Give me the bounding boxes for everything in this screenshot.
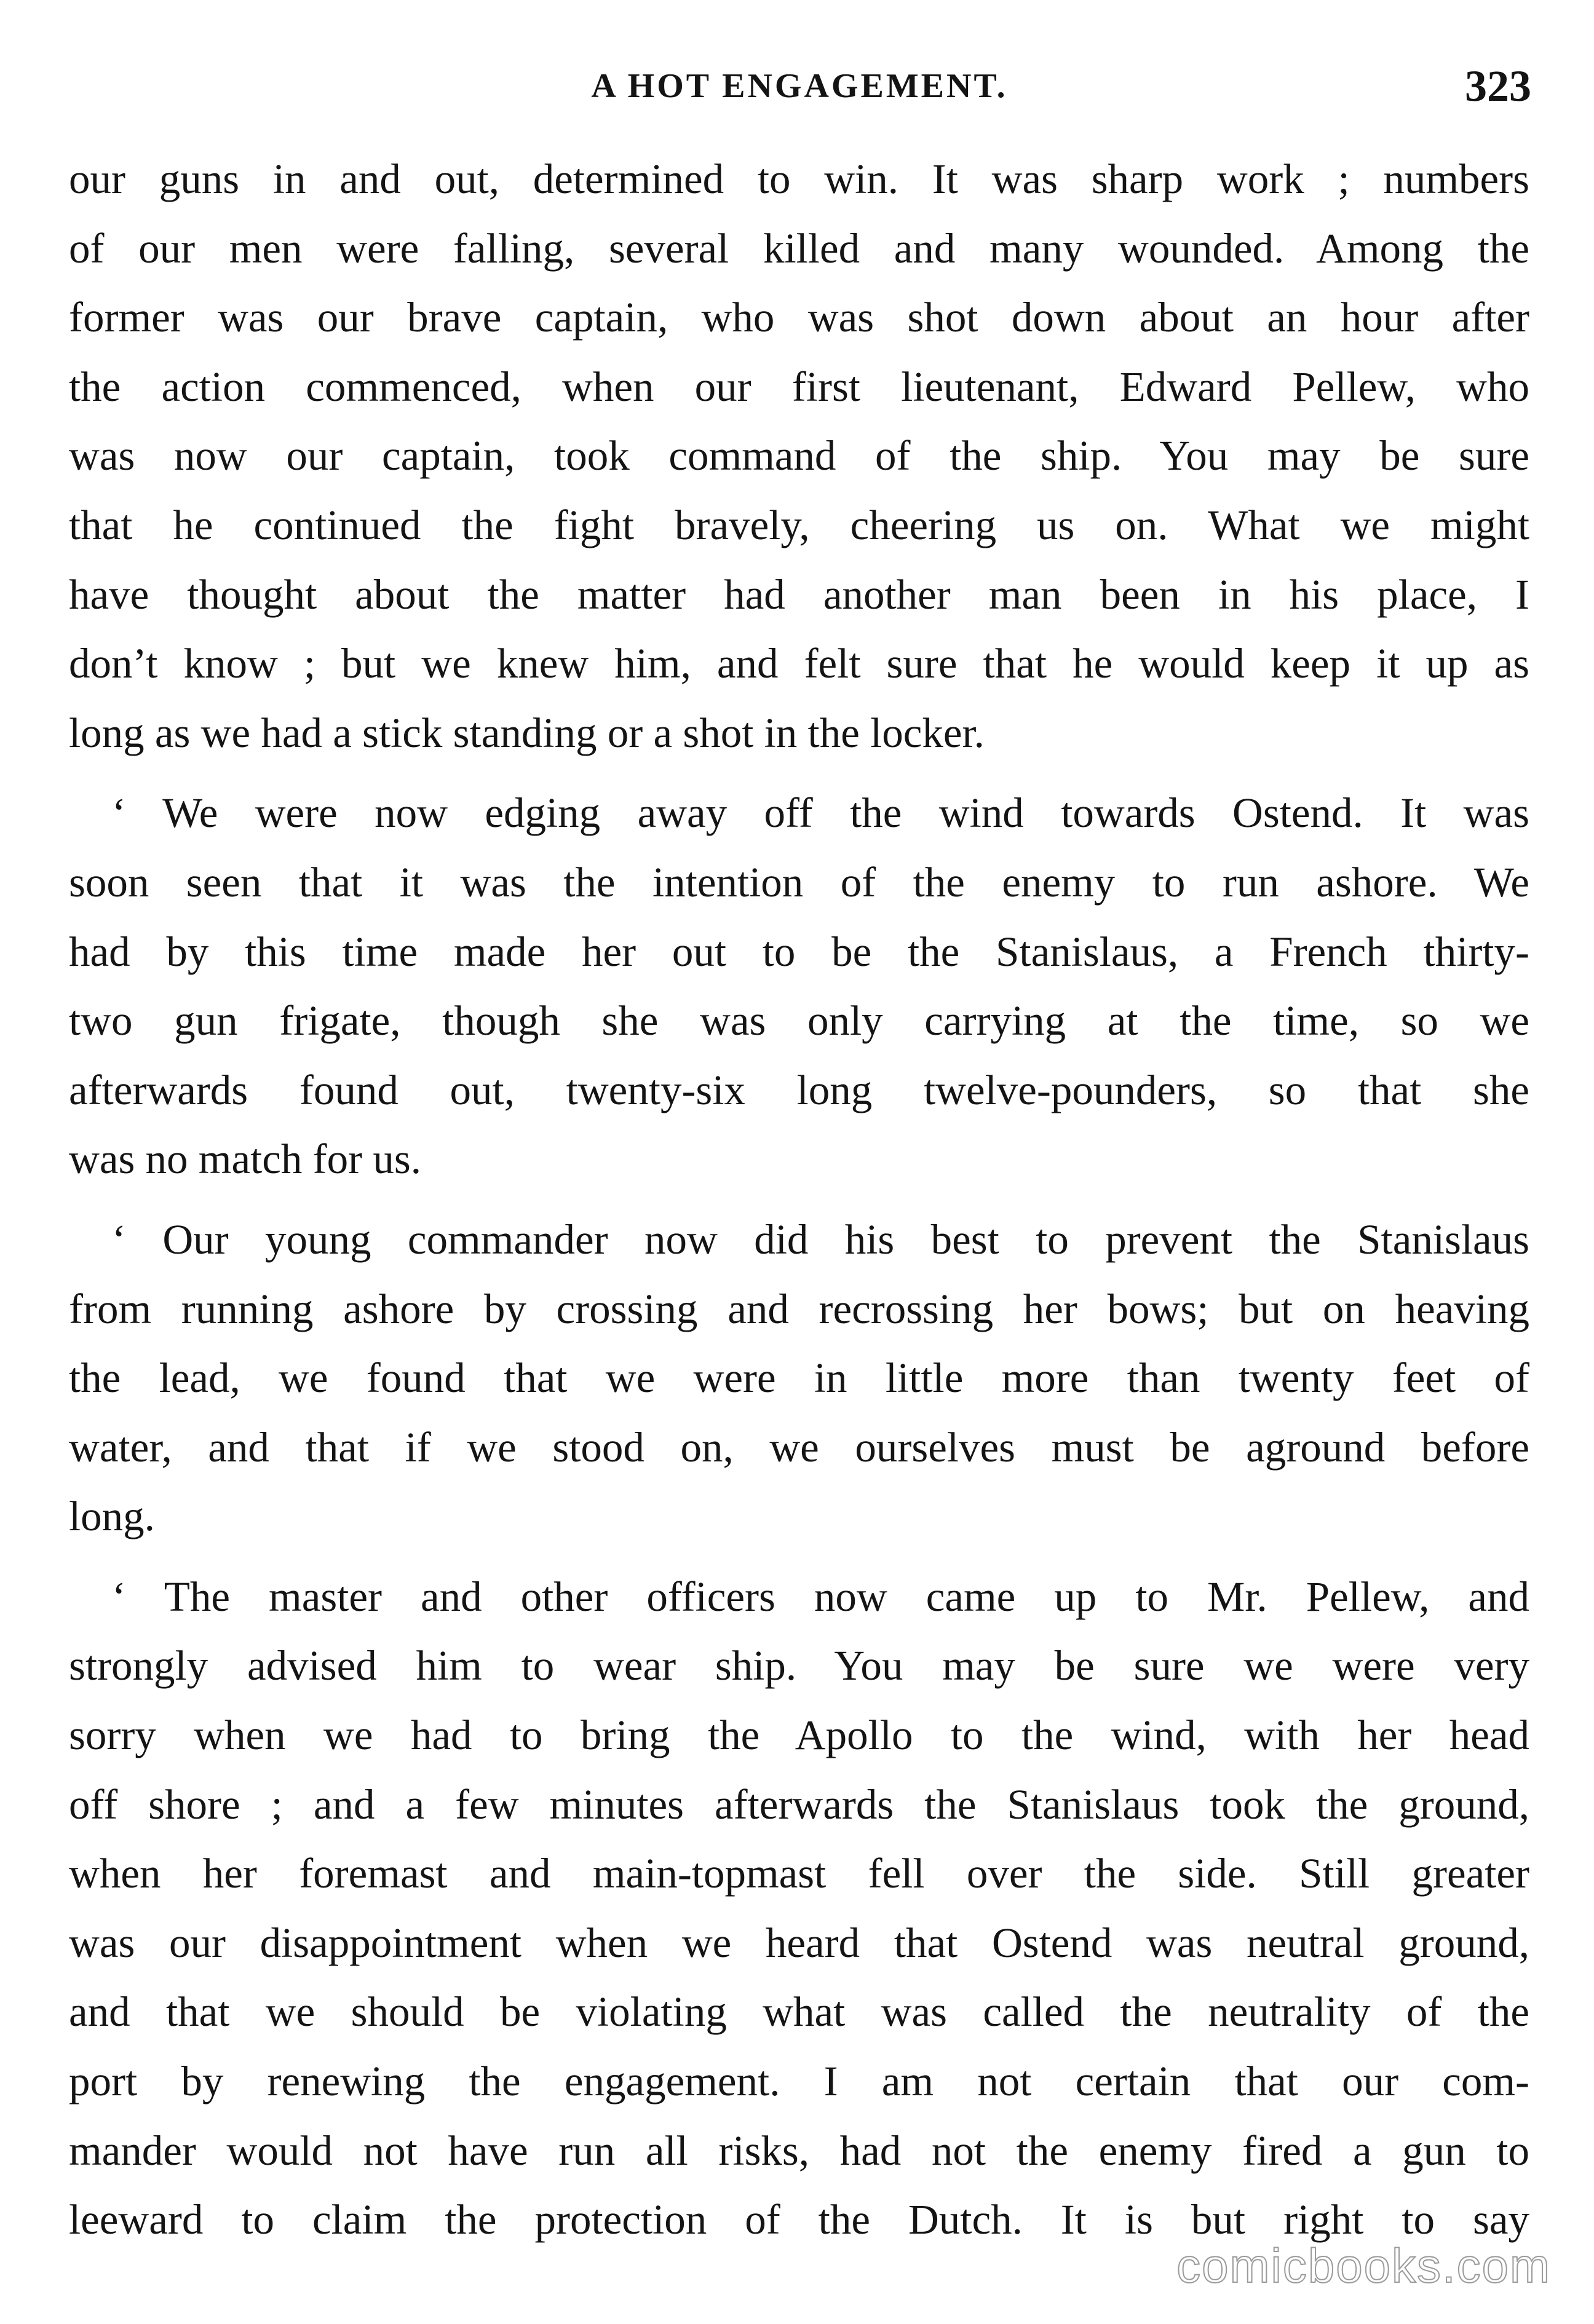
text-line: that he continued the fight bravely, cheering us on. What we might xyxy=(69,501,1529,548)
text-line: our guns in and out, determined to win. It was sharp work ; numbers xyxy=(69,156,1529,202)
paragraph-4 xyxy=(69,1562,1529,2255)
text-line: don’t know ; but we knew him, and felt sure that he would keep it up as xyxy=(69,640,1529,687)
page-number: 323 xyxy=(1465,61,1531,111)
text-line: ‘ The master and other officers now came up to Mr. Pellew, and xyxy=(112,1573,1529,1620)
watermark-logo: comicbooks.com xyxy=(1176,2239,1551,2293)
text-line: the action commenced, when our first lieutenant, Edward Pellew, who xyxy=(69,363,1529,410)
text-line: two gun frigate, though she was only carrying at the time, so we xyxy=(69,997,1529,1045)
text-line: was now our captain, took command of the ship. You may be sure xyxy=(69,432,1529,480)
text-line: long. xyxy=(69,1493,155,1540)
paragraph-1 xyxy=(69,144,1529,767)
text-line: ‘ Our young commander now did his best to prevent the Stanislaus xyxy=(112,1215,1529,1263)
text-line: mander would not have run all risks, had not the enemy fired a gun to xyxy=(69,2127,1529,2174)
text-line: from running ashore by crossing and recrossing her bows; but on heaving xyxy=(69,1285,1529,1332)
text-line: strongly advised him to wear ship. You may be sure we were very xyxy=(69,1642,1529,1690)
text-line: afterwards found out, twenty-six long twelve-pounders, so that she xyxy=(69,1066,1529,1113)
text-line: soon seen that it was the intention of the enemy to run ashore. We xyxy=(69,858,1529,906)
text-line: was our disappointment when we heard that Ostend was neutral ground, xyxy=(69,1919,1529,1966)
text-line: port by renewing the engagement. I am not certain that our com- xyxy=(69,2058,1529,2105)
text-line: of our men were falling, several killed and many wounded. Among the xyxy=(69,224,1529,272)
text-line: former was our brave captain, who was shot down about an hour after xyxy=(69,294,1529,341)
text-line: the lead, we found that we were in little more than twenty feet of xyxy=(69,1354,1529,1402)
text-line: have thought about the matter had another man been in his place, I xyxy=(69,571,1529,618)
running-head xyxy=(68,58,1531,114)
text-line: off shore ; and a few minutes afterwards the Stanislaus took the ground, xyxy=(69,1781,1529,1828)
running-title: A HOT ENGAGEMENT. xyxy=(591,67,1008,105)
text-line: and that we should be violating what was called the neutrality of the xyxy=(69,1988,1529,2036)
text-line: was no match for us. xyxy=(69,1136,421,1183)
text-line: leeward to claim the protection of the Dutch. It is but right to say xyxy=(69,2196,1529,2243)
body-text xyxy=(69,144,1529,2266)
text-line: long as we had a stick standing or a shot in the locker. xyxy=(69,709,985,756)
text-line: ‘ We were now edging away off the wind towards Ostend. It was xyxy=(112,789,1529,837)
paragraph-3 xyxy=(69,1205,1529,1551)
text-line: sorry when we had to bring the Apollo to the wind, with her head xyxy=(69,1712,1529,1759)
text-line: water, and that if we stood on, we ourselves must be aground before xyxy=(69,1423,1529,1471)
paragraph-2 xyxy=(69,778,1529,1194)
text-line: had by this time made her out to be the Stanislaus, a French thirty- xyxy=(69,928,1529,975)
text-line: when her foremast and main-topmast fell over the side. Still greater xyxy=(69,1850,1529,1897)
